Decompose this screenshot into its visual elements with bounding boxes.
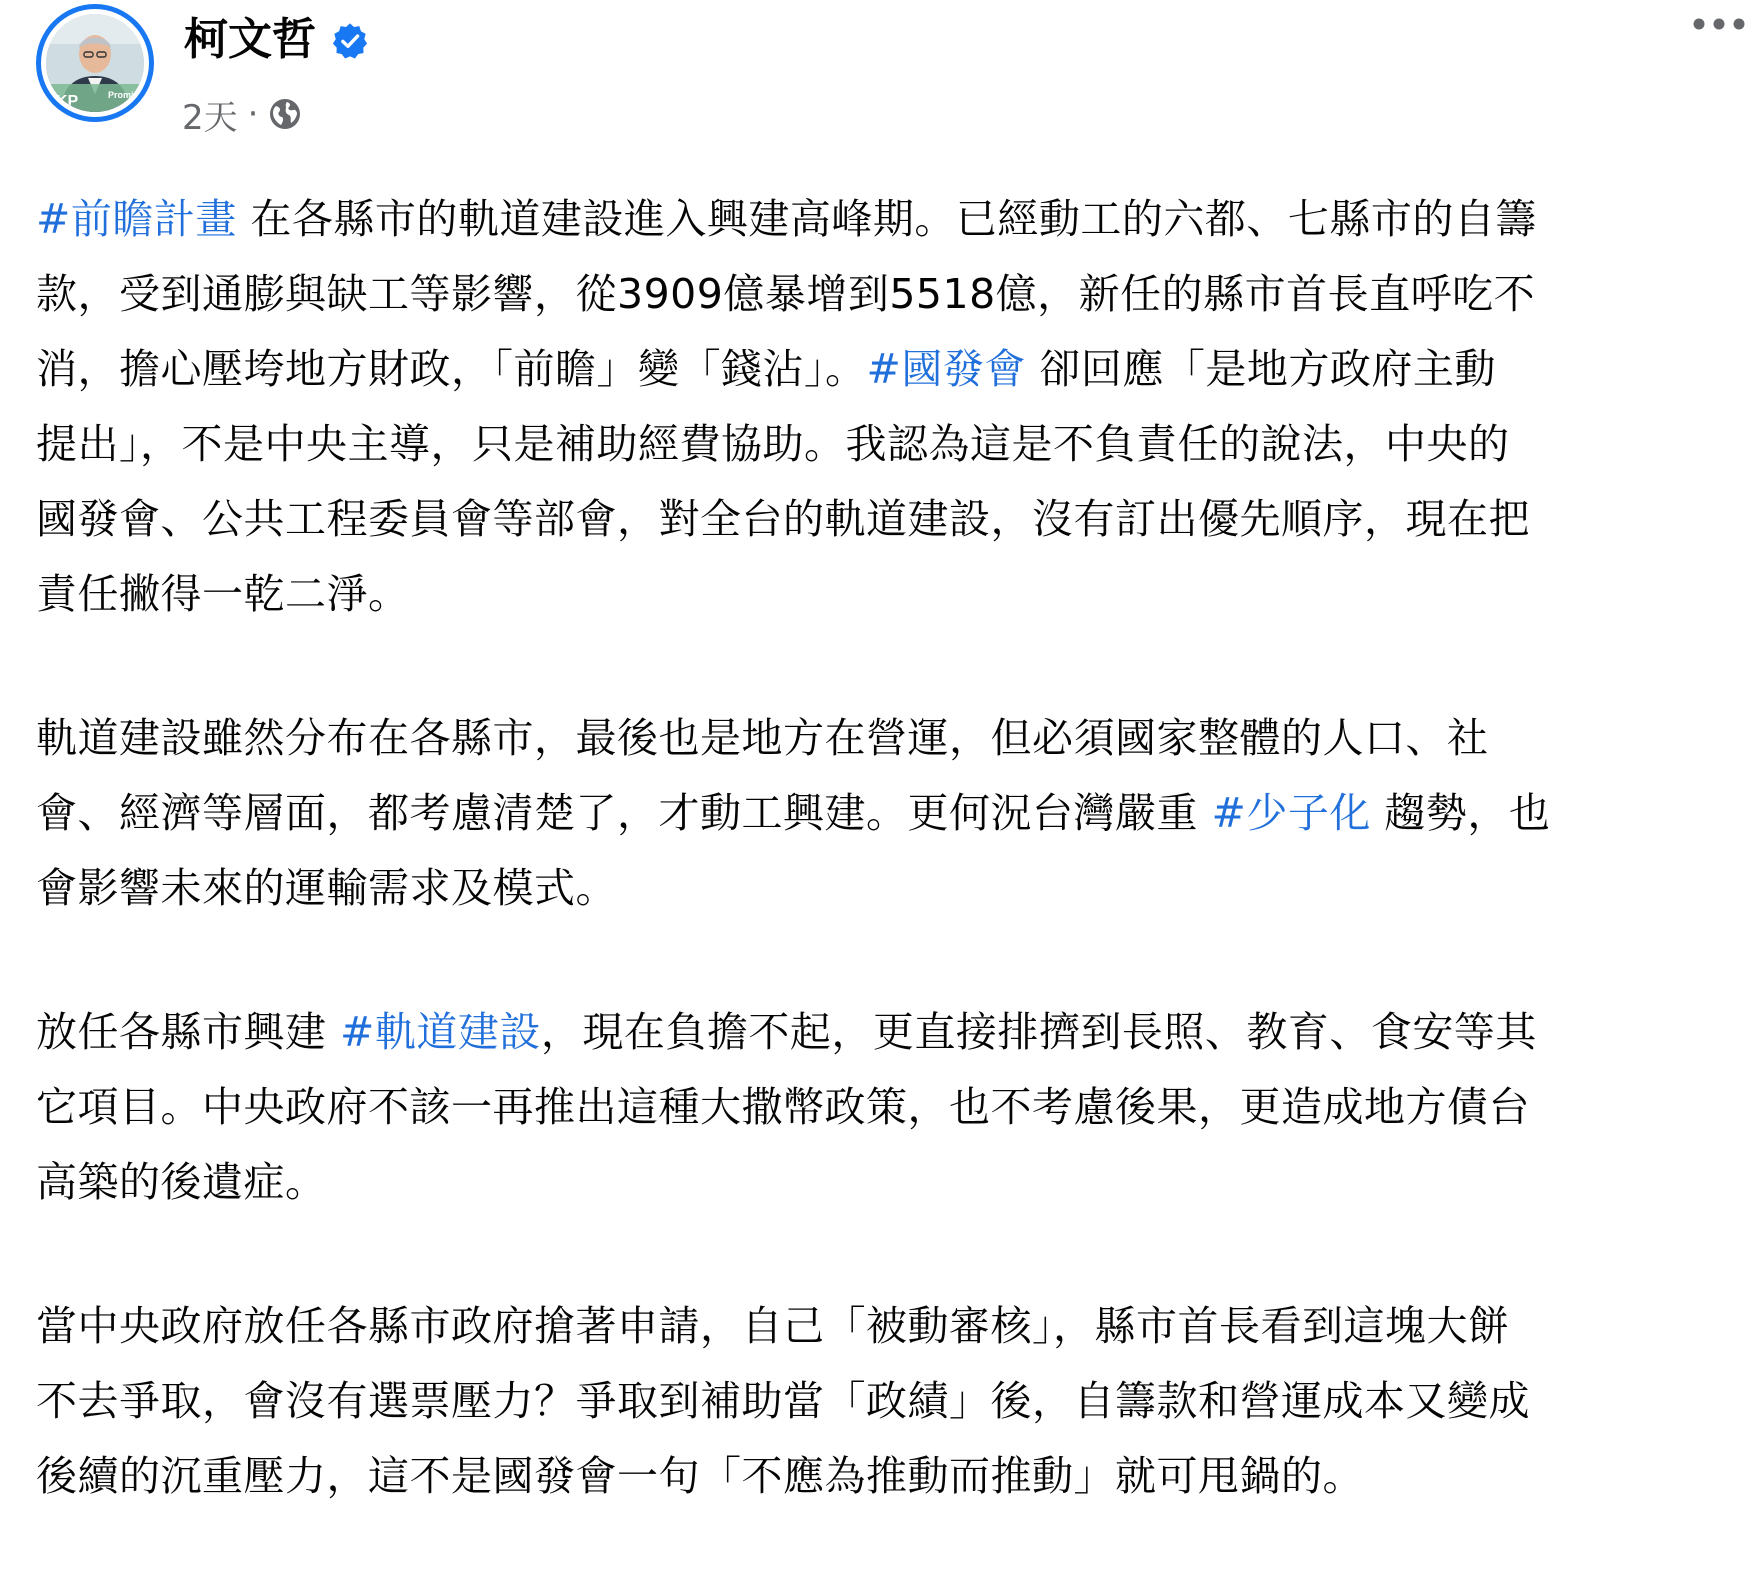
text-line — [36, 1439, 1736, 1514]
text-segment: 會影響未來的運輸需求及模式。 — [36, 864, 617, 912]
text-line — [36, 701, 1736, 776]
text-segment: 會、經濟等層面，都考慮清楚了，才動工興建。更何況台灣嚴重 — [36, 789, 1212, 837]
text-line — [36, 407, 1736, 482]
hashtag-link[interactable]: #前瞻計畫 — [36, 195, 237, 243]
text-segment: 趨勢，也 — [1370, 789, 1551, 837]
text-segment: 當中央政府放任各縣市政府搶著申請，自己「被動審核」，縣市首長看到這塊大餅 — [36, 1302, 1510, 1350]
post-body — [36, 182, 1736, 1583]
avatar-frame — [41, 9, 149, 117]
post-paragraph — [36, 1289, 1736, 1514]
post-paragraph — [36, 182, 1736, 632]
text-segment: 卻回應「是地方政府主動 — [1025, 345, 1496, 393]
text-line — [36, 1070, 1736, 1145]
post-meta — [182, 88, 302, 140]
text-line — [36, 257, 1736, 332]
text-segment: 消，擔心壓垮地方財政，「前瞻」變「錢沾」。 — [36, 345, 867, 393]
text-line — [36, 557, 1736, 632]
text-line — [36, 1289, 1736, 1364]
hashtag-link[interactable]: #少子化 — [1211, 789, 1371, 837]
text-segment: 後續的沉重壓力，這不是國發會一句「不應為推動而推動」就可甩鍋的。 — [36, 1452, 1364, 1500]
text-segment: 責任撇得一乾二淨。 — [36, 570, 410, 618]
post-paragraph — [36, 701, 1736, 926]
meta-separator: · — [247, 94, 259, 134]
text-segment: 它項目。中央政府不該一再推出這種大撒幣政策，也不考慮後果，更造成地方債台 — [36, 1083, 1530, 1131]
text-segment: 在各縣市的軌道建設進入興建高峰期。已經動工的六都、七縣市的自籌 — [236, 195, 1537, 243]
text-line — [36, 1364, 1736, 1439]
text-segment: 國發會、公共工程委員會等部會，對全台的軌道建設，沒有訂出優先順序，現在把 — [36, 495, 1530, 543]
text-segment: 高築的後遺症。 — [36, 1158, 327, 1206]
avatar-photo — [46, 14, 144, 112]
hashtag-link[interactable]: #軌道建設 — [340, 1008, 541, 1056]
post-paragraph — [36, 995, 1736, 1220]
text-line — [36, 995, 1736, 1070]
avatar[interactable] — [46, 14, 144, 112]
verified-badge-icon — [331, 22, 369, 60]
author-name[interactable]: 柯文哲 — [184, 14, 316, 65]
post-time[interactable]: 2天 — [182, 97, 238, 138]
text-line — [36, 1145, 1736, 1220]
text-line — [36, 776, 1736, 851]
hashtag-link[interactable]: #國發會 — [866, 345, 1026, 393]
avatar-caption: Promise — [108, 90, 144, 100]
text-segment: ，現在負擔不起，更直接排擠到長照、教育、食安等其 — [540, 1008, 1537, 1056]
text-segment: 軌道建設雖然分布在各縣市，最後也是地方在營運，但必須國家整體的人口、社 — [36, 714, 1489, 762]
text-segment: 放任各縣市興建 — [36, 1008, 341, 1056]
text-segment: 款，受到通膨與缺工等影響，從3909億暴增到5518億，新任的縣市首長直呼吃不 — [36, 270, 1536, 318]
author-avatar-ring[interactable] — [36, 4, 154, 122]
text-segment: 不去爭取，會沒有選票壓力？爭取到補助當「政績」後，自籌款和營運成本又變成 — [36, 1377, 1530, 1425]
text-segment: 提出」，不是中央主導，只是補助經費協助。我認為這是不負責任的說法，中央的 — [36, 420, 1510, 468]
more-options-icon[interactable] — [1690, 12, 1748, 36]
text-line — [36, 182, 1736, 257]
text-line — [36, 332, 1736, 407]
globe-icon[interactable] — [268, 97, 302, 131]
text-line — [36, 851, 1736, 926]
text-line — [36, 482, 1736, 557]
svg-text:KP: KP — [56, 93, 79, 110]
